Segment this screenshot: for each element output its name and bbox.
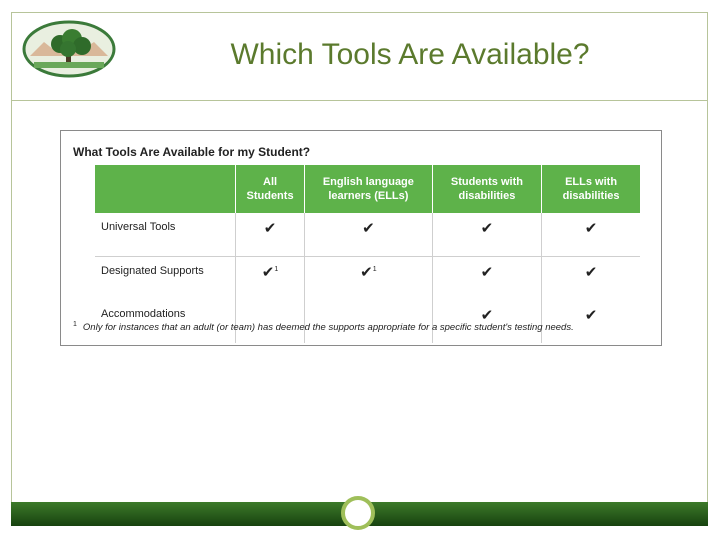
footnote-number: 1: [73, 321, 77, 328]
check-mark-icon: ✔: [360, 264, 373, 281]
cell-check: [305, 257, 433, 301]
check-mark-icon: ✔: [584, 264, 598, 281]
table-row: [95, 257, 640, 301]
oak-tree-logo: [22, 20, 116, 78]
check-mark-icon: ✔: [362, 220, 375, 237]
cell-check: [432, 213, 541, 257]
footnote-text: Only for instances that an adult (or team) has deemed the supports appropriate for a specific student's testing needs.: [82, 322, 574, 334]
column-header: ELLs with disabilities: [542, 165, 640, 213]
cell-check: [236, 257, 305, 301]
cell-check: [542, 213, 640, 257]
cell-check: [542, 257, 640, 301]
row-label: Universal Tools: [95, 213, 236, 257]
header-divider: [11, 100, 708, 101]
cell-check: [236, 213, 305, 257]
check-mark-icon: ✔: [480, 307, 494, 324]
check-mark-icon: ✔: [584, 220, 598, 237]
row-label: Designated Supports: [101, 265, 204, 277]
tools-table: [95, 165, 640, 343]
column-header: All Students: [236, 165, 305, 213]
column-header: English language learners (ELLs): [305, 165, 433, 213]
table-corner-cell: [95, 165, 236, 213]
figure-title: What Tools Are Available for my Student?: [73, 145, 311, 159]
slide-title: Which Tools Are Available?: [230, 38, 590, 71]
check-mark-icon: ✔: [480, 220, 494, 237]
check-mark-icon: ✔: [263, 220, 277, 237]
cell-check: [432, 257, 541, 301]
row-label: Accommodations: [101, 308, 186, 320]
check-mark-icon: ✔: [480, 264, 494, 281]
table-header-row: [95, 165, 640, 213]
table-row: [95, 213, 640, 257]
footnote-marker: 1: [274, 266, 279, 273]
footer-ring-ornament: [341, 496, 375, 530]
footnote: [73, 321, 574, 333]
check-mark-icon: ✔: [261, 264, 275, 281]
cell-check: [305, 213, 433, 257]
footnote-marker: 1: [372, 266, 377, 273]
column-header: Students with disabilities: [432, 165, 541, 213]
check-mark-icon: ✔: [584, 307, 598, 324]
tools-figure: [60, 130, 662, 346]
